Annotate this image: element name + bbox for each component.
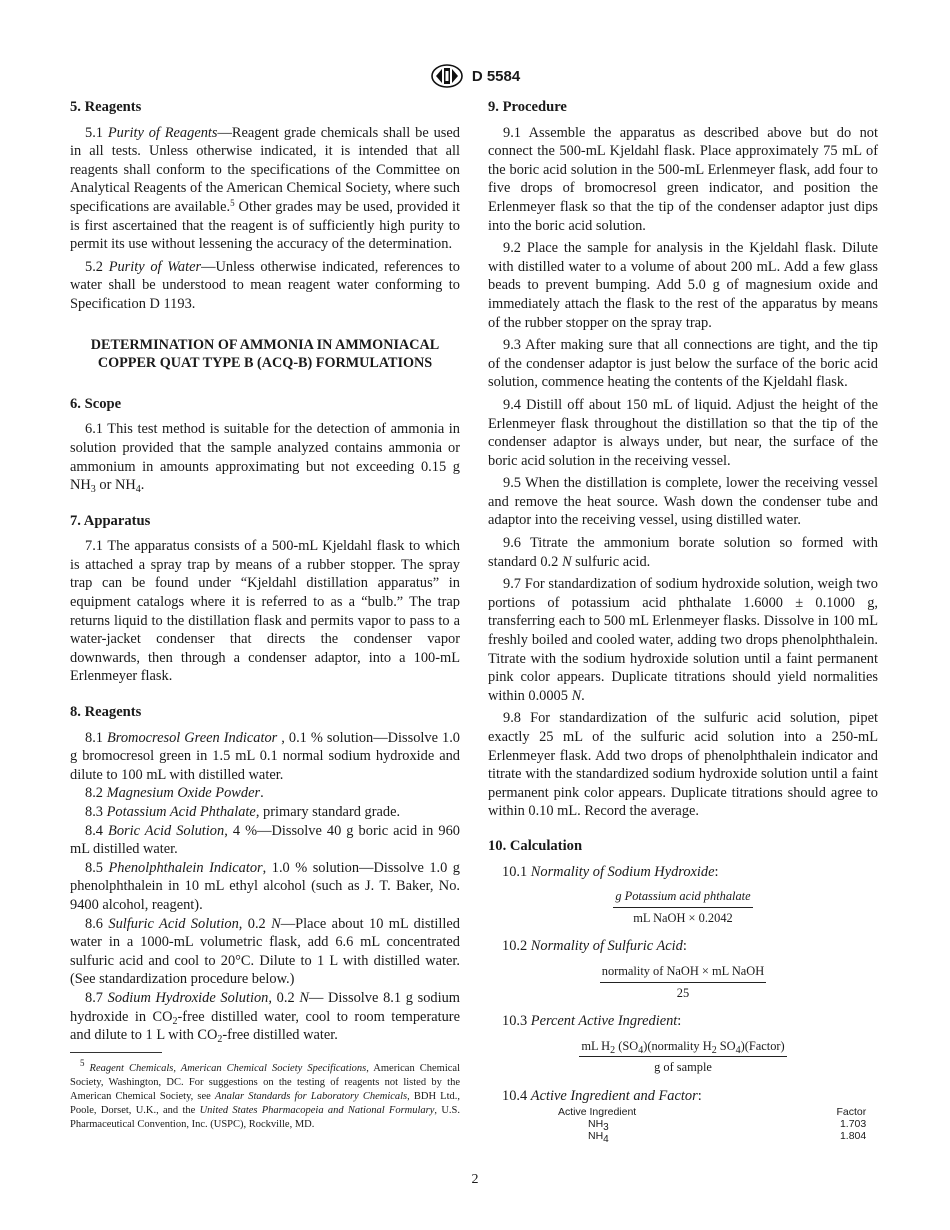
table-row <box>558 1130 866 1142</box>
formula-percent-active <box>488 1037 878 1077</box>
ingredient-cell: $NH_3$ <box>588 1117 609 1133</box>
section-8-reagents <box>70 703 460 1045</box>
document-number: D 5584 <box>471 67 521 85</box>
factor-cell: 1.703 <box>839 1117 867 1130</box>
calc-10-1: 10.1 Normality of Sodium Hydroxide: <box>502 863 719 880</box>
paragraph-6-1: 6.1 This test method is suitable for the detection of ammonia in solution provided that the sample analyzed contains ammonia or ammonium in amounts approximating but not exceeding 0.15 g $NH_3$ or $NH_4$. <box>70 421 460 496</box>
paragraph-title: Purity of Reagents <box>107 124 218 141</box>
paragraph-8-7: 8.7 Sodium Hydroxide Solution, 0.2 N— Dissolve 8.1 g sodium hydroxide in $CO_2$-free distilled water, cool to room temperature and dilute to 1 L with $CO_2$-free distilled water. <box>70 989 460 1046</box>
paragraph-8-6: 8.6 Sulfuric Acid Solution, 0.2 N—Place about 10 mL distilled water in a 1000-mL volumetric flask, add 6.6 mL concentrated sulfuric acid and cool to 20°C. Dilute to 1 L with distilled water. (See standardization procedure below.) <box>70 915 460 988</box>
paragraph-8-5: 8.5 Phenolphthalein Indicator, 1.0 % solution—Dissolve 1.0 g phenolphthalein in 10 mL ethyl alcohol (such as J. T. Baker, No. 9400 alcohol, reagent). <box>70 859 460 913</box>
active-ingredient-table <box>558 1105 867 1146</box>
left-column <box>70 98 460 1045</box>
section-5-reagents <box>70 98 460 314</box>
formula-numerator: mL $H_2$ $(SO_4)(normality$ $H_2$ $SO_4)(Factor)$ <box>581 1038 785 1056</box>
paragraph-7-1: 7.1 The apparatus consists of a 500-mL Kjeldahl flask to which is attached a spray trap by means of a rubber stopper. The spray trap can be found under “Kjeldahl distillation apparatus” in equipment catalogs where it is referred to as a “bulb.” The trap returns liquid to the distillation flask and permits vapor to pass to a water-jacket condenser that directs the condenser vapor downwards, then through a condenser adaptor, into a 100-mL Erlenmeyer flask. <box>70 538 460 685</box>
formula-normality-h2so4 <box>488 962 878 1002</box>
paragraph-5-2: 5.2 Purity of Water—Unless otherwise indicated, references to water shall be understood to mean reagent water conforming to Specification D 1193. <box>70 258 460 312</box>
table-header-factor: Factor <box>836 1105 867 1118</box>
footnote-divider <box>70 1052 162 1053</box>
formula-numerator: normality of NaOH × mL NaOH <box>600 962 766 983</box>
section-7-apparatus <box>70 512 460 686</box>
paragraph-9-8: 9.8 For standardization of the sulfuric acid solution, pipet exactly 25 mL of the sulfuric acid solution into a 250-mL Erlenmeyer flask. Add two drops of phenolphthalein indicator and titrate with the standardized sodium hydroxide solution until a faint permanent pink color appears. Duplicate titrations should agree to within 0.10 mL. Record the average. <box>488 710 878 820</box>
formula-denominator: g of sample <box>654 1060 712 1075</box>
factor-cell: 1.804 <box>839 1130 867 1143</box>
section-10-calculation <box>488 837 878 1146</box>
paragraph-9-5: 9.5 When the distillation is complete, lower the receiving vessel and remove the heat source. Wash down the condenser tube and adaptor into the receiving vessel, using distilled water. <box>488 475 878 529</box>
paragraph-5-1: 5.1 Purity of Reagents—Reagent grade chemicals shall be used in all tests. Unless otherwise indicated, it is intended that all reagents shall conform to the specifications of the Committee on Analytical Reagents of the American Chemical Society, where such specifications are available.$^5$ Other grades may be used, provided it is first ascertained that the reagent is of sufficiently high purity to permit its use without lessening the accuracy of the determination. <box>70 124 460 253</box>
formula-denominator: 25 <box>676 985 690 1000</box>
astm-logo-icon <box>430 64 464 88</box>
paragraph-8-4: 8.4 Boric Acid Solution, 4 %—Dissolve 40 g boric acid in 960 mL distilled water. <box>70 822 461 858</box>
paragraph-9-2: 9.2 Place the sample for analysis in the Kjeldahl flask. Dilute with distilled water to a volume of about 200 mL. Add a few glass beads to prevent bumping. Add 5.0 g of magnesium oxide and immediately attach the flask to the rest of the apparatus by means of the rubber stopper on the spray trap. <box>488 240 878 331</box>
page-header <box>0 64 950 88</box>
section-heading: 5. Reagents <box>70 99 142 115</box>
table-header-row <box>558 1106 866 1118</box>
formula-normality-naoh <box>488 887 878 927</box>
right-column <box>488 98 878 1146</box>
paragraph-9-1: 9.1 Assemble the apparatus as described above but do not connect the 500-mL Kjeldahl flask. Place approximately 75 mL of the boric acid solution in the 500-mL Erlenmeyer flask, add four to five drops of bromocresol green indicator, and position the Erlenmeyer flask so that the tip of the condenser adaptor just dips into the boric acid solution. <box>488 124 878 234</box>
paragraph-8-1: 8.1 Bromocresol Green Indicator , 0.1 % solution—Dissolve 1.0 g bromocresol green in 1.5 mL 0.1 normal sodium hydroxide and dilute to 100 mL with distilled water. <box>70 729 460 783</box>
section-heading: 6. Scope <box>70 395 122 412</box>
section-heading: 9. Procedure <box>488 99 567 115</box>
paragraph-8-2: 8.2 Magnesium Oxide Powder. <box>85 785 264 802</box>
method-title: DETERMINATION OF AMMONIA IN AMMONIACAL COPPER QUAT TYPE B (ACQ-B) FORMULATIONS <box>90 336 440 372</box>
section-heading: 7. Apparatus <box>70 512 151 529</box>
ingredient-cell: $NH_4$ <box>588 1130 609 1146</box>
formula-numerator: g Potassium acid phthalate <box>613 887 752 908</box>
paragraph-9-3: 9.3 After making sure that all connections are tight, and the tip of the condenser adaptor is just below the surface of the boric acid solution, commence heating the contents of the Kjeldahl flask. <box>488 337 878 391</box>
footnote-ref: 5 <box>230 197 235 208</box>
table-header-ingredient: Active Ingredient <box>558 1105 637 1118</box>
section-heading: 10. Calculation <box>488 837 583 854</box>
section-9-procedure <box>488 98 878 821</box>
calc-10-4: 10.4 Active Ingredient and Factor: <box>502 1087 702 1104</box>
paragraph-9-7: 9.7 For standardization of sodium hydroxide solution, weigh two portions of potassium acid phthalate 1.6000 ± 0.1000 g, transferring each to 500 mL Erlenmeyer flasks. Dissolve in 100 mL freshly boiled and cooled water, adding two drops phenolphthalein. Titrate with the sodium hydroxide solution until a faint permanent pink color appears. Duplicate titrations should yield normalities within 0.0005 N. <box>488 576 878 704</box>
table-row <box>558 1118 866 1130</box>
paragraph-9-6: 9.6 Titrate the ammonium borate solution so formed with standard 0.2 N sulfuric acid. <box>488 535 878 570</box>
section-heading: 8. Reagents <box>70 704 142 721</box>
paragraph-title: Purity of Water <box>108 258 202 275</box>
paragraph-8-3: 8.3 Potassium Acid Phthalate, primary standard grade. <box>85 804 401 820</box>
section-6-scope <box>70 395 460 495</box>
calc-10-3: 10.3 Percent Active Ingredient: <box>502 1013 682 1030</box>
paragraph-9-4: 9.4 Distill off about 150 mL of liquid. Adjust the height of the Erlenmeyer flask throughout the distillation so that the tip of the condenser adaptor is always under, but near, the surface of the boric acid solution in the receiving vessel. <box>488 396 878 469</box>
page-number: 2 <box>471 1172 479 1187</box>
footnote-5: $^5$ Reagent Chemicals, American Chemical Society Specifications, American Chemical Society, Washington, DC. For suggestions on the testing of reagents not listed by the American Chemical Society, see Analar Standards for Laboratory Chemicals, BDH Ltd., Poole, Dorset, U.K., and the United States Pharmacopeia and National Formulary, U.S. Pharmaceutical Convention, Inc. (USPC), Rockville, MD. <box>70 1058 460 1130</box>
calc-10-2: 10.2 Normality of Sulfuric Acid: <box>502 938 687 955</box>
formula-denominator: mL NaOH × 0.2042 <box>633 910 733 925</box>
